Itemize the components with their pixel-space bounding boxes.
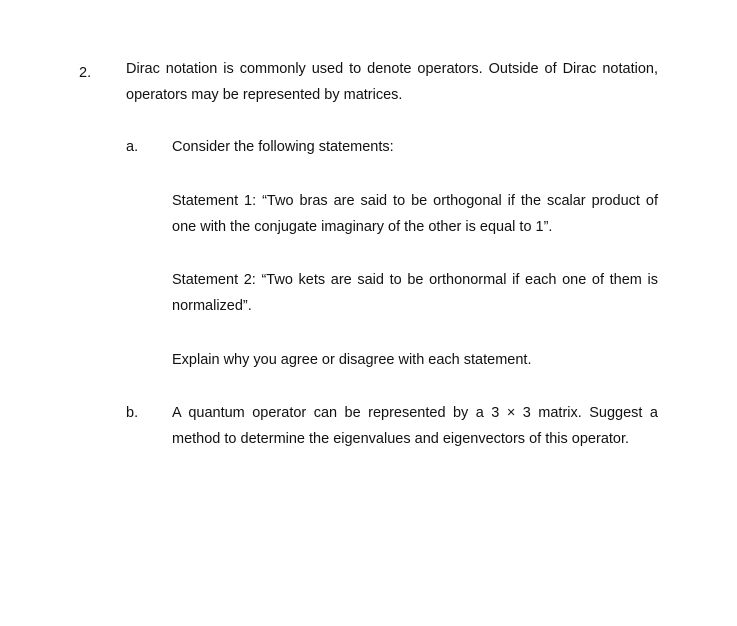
part-a-prompt: Consider the following statements: — [172, 139, 394, 155]
part-b-text: A quantum operator can be represented by a 3 × 3 matrix. Suggest a method to determine the eigenvalues and eigenvectors of this operator. — [172, 405, 658, 447]
question-intro: Dirac notation is commonly used to denote operators. Outside of Dirac notation, operators may be represented by matrices. — [126, 61, 658, 103]
part-a-label: a. — [126, 139, 139, 155]
statement-2: Statement 2: “Two kets are said to be orthonormal if each one of them is normalized”. — [172, 272, 658, 314]
part-b-label: b. — [126, 405, 139, 421]
part-a-instruction: Explain why you agree or disagree with each statement. — [172, 352, 532, 368]
statement-1: Statement 1: “Two bras are said to be orthogonal if the scalar product of one with the conjugate imaginary of the other is equal to 1”. — [172, 193, 658, 235]
question-number: 2. — [79, 65, 92, 81]
